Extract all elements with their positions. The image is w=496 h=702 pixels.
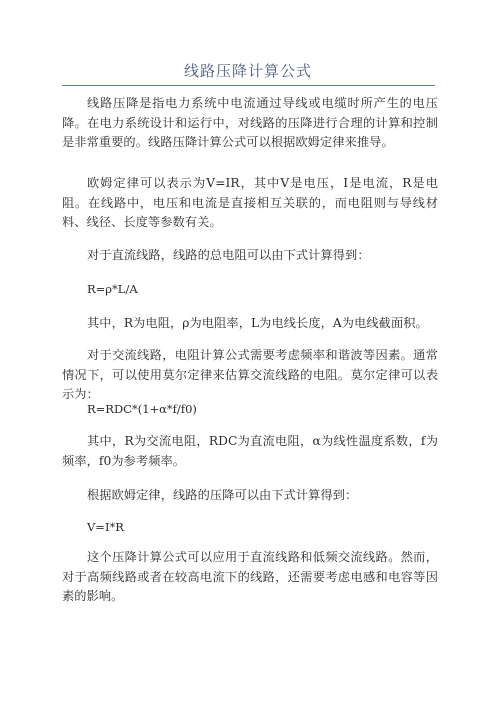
- formula-voltage-drop: V=I*R: [87, 520, 124, 534]
- formula-ac-resistance: R=RDC*(1+α*f/f0): [87, 402, 197, 416]
- title-underline: [62, 85, 435, 86]
- formula-dc-resistance: R=ρ*L/A: [87, 282, 138, 296]
- document-title: 线路压降计算公式: [183, 62, 312, 80]
- paragraph-dc-definitions: 其中，R为电阻，ρ为电阻率，L为电线长度，A为电线截面积。: [87, 316, 428, 330]
- paragraph-ac-resistance: 对于交流线路，电阻计算公式需要考虑频率和谐波等因素。通常情况下，可以使用莫尔定律来估算交流线路的电阻。莫尔定律可以表示为：: [62, 348, 438, 401]
- paragraph-conclusion: 这个压降计算公式可以应用于直流线路和低频交流线路。然而，对于高频线路或者在较高电流下的线路，还需要考虑电感和电容等因素的影响。: [62, 550, 438, 603]
- paragraph-ohms-law: 欧姆定律可以表示为V=IR，其中V是电压，I是电流，R是电阻。在线路中，电压和电流是直接相互关联的，而电阻则与导线材料、线径、长度等参数有关。: [62, 176, 438, 229]
- paragraph-voltage-drop: 根据欧姆定律，线路的压降可以由下式计算得到：: [87, 488, 358, 502]
- paragraph-intro: 线路压降是指电力系统中电流通过导线或电缆时所产生的电压降。在电力系统设计和运行中，对线路的压降进行合理的计算和控制是非常重要的。线路压降计算公式可以根据欧姆定律来推导。: [62, 96, 438, 149]
- paragraph-dc-resistance: 对于直流线路，线路的总电阻可以由下式计算得到：: [87, 248, 370, 262]
- paragraph-ac-definitions: 其中，R为交流电阻，RDC为直流电阻，α为线性温度系数，f为频率，f0为参考频率。: [62, 434, 438, 468]
